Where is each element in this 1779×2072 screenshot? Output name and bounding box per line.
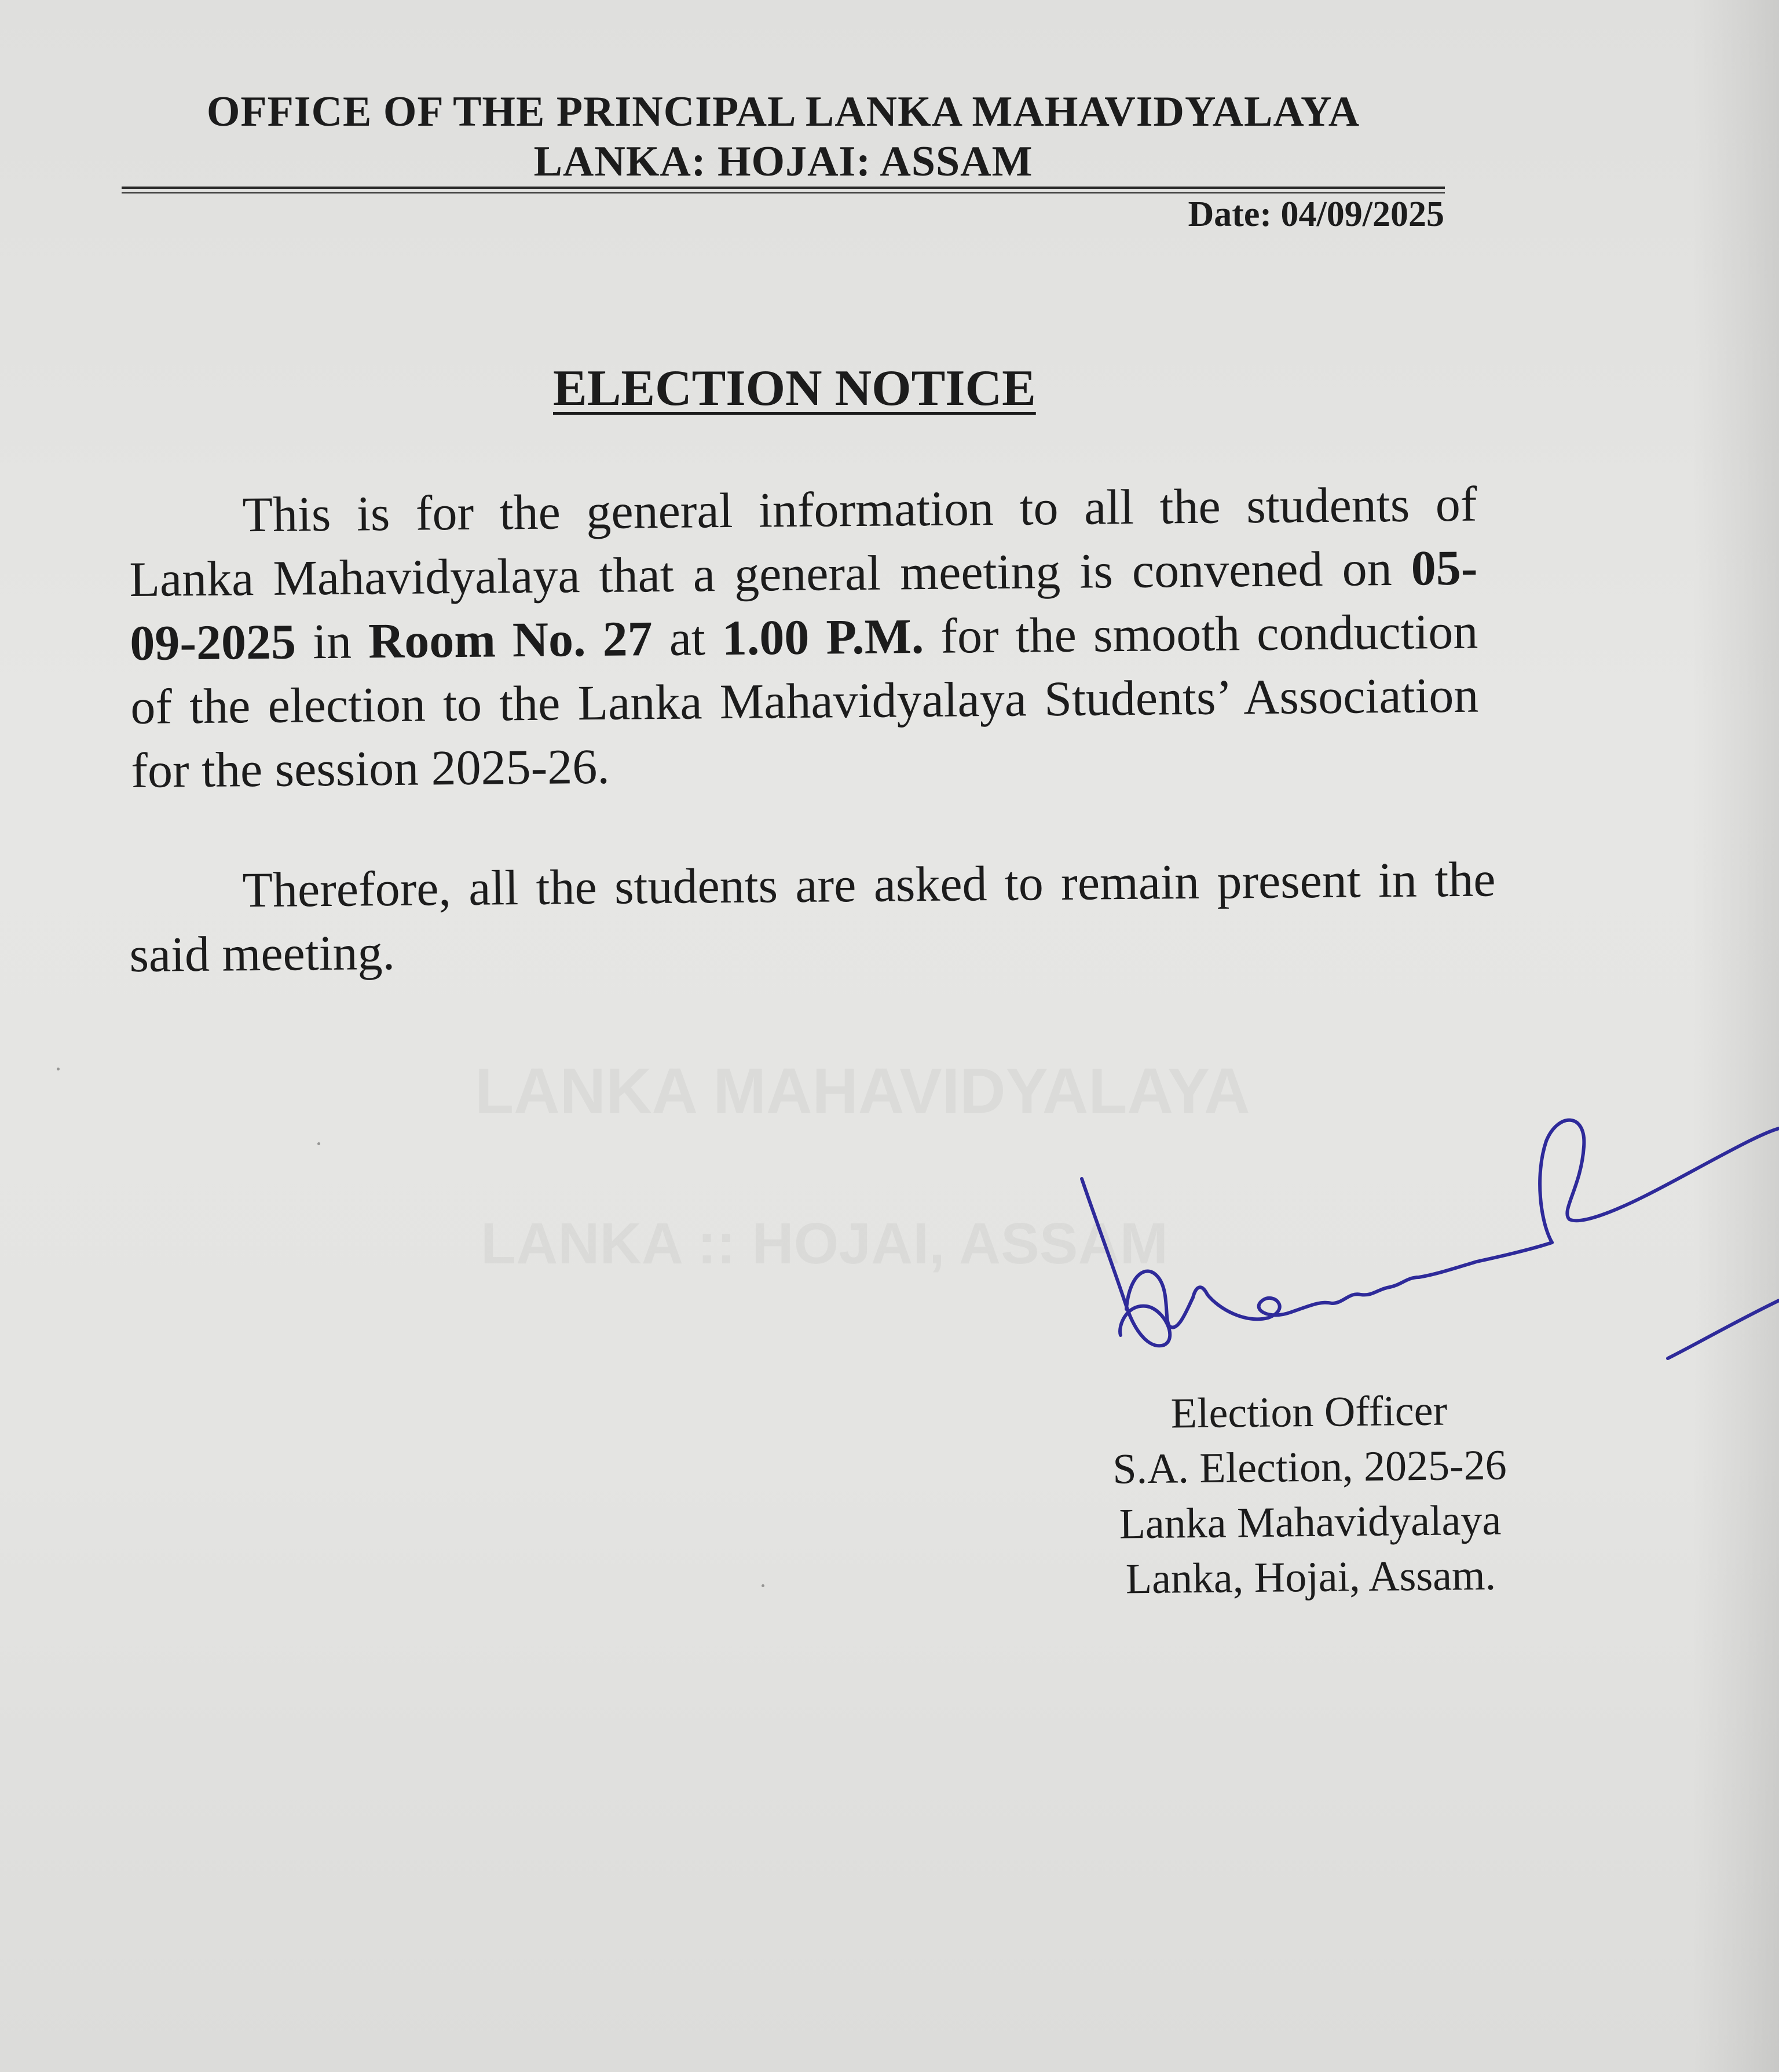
signatory-election: S.A. Election, 2025-26 xyxy=(1112,1441,1507,1493)
letterhead-address: LANKA: HOJAI: ASSAM xyxy=(533,138,1033,185)
paper-speck xyxy=(762,1584,764,1587)
paper-speck xyxy=(57,1068,60,1070)
letterhead-office: OFFICE OF THE PRINCIPAL LANKA MAHAVIDYALAYA xyxy=(206,88,1360,136)
paragraph-1-text-a: This is for the general information to all the students of Lanka Mahavidyalaya that a general meeting is convened on xyxy=(129,476,1477,607)
notice-title: ELECTION NOTICE xyxy=(553,360,1036,416)
paragraph-1-text-c: at xyxy=(652,610,723,667)
meeting-room: Room No. 27 xyxy=(368,611,653,669)
page-shadow xyxy=(1692,0,1779,2072)
meeting-date: 05-09-2025 xyxy=(129,539,1478,671)
letterhead xyxy=(122,87,1445,187)
paragraph-1-text-b: in xyxy=(295,613,369,670)
handwritten-signature xyxy=(1071,1077,1779,1402)
notice-paragraph-2: Therefore, all the students are asked to remain present in the said meeting. xyxy=(129,851,1496,982)
signatory-block xyxy=(1089,1383,1531,1607)
watermark-line-2 xyxy=(481,1211,1168,1277)
notice-paragraph-1 xyxy=(129,472,1480,802)
notice-date: Date: 04/09/2025 xyxy=(1188,195,1444,234)
signatory-institution: Lanka Mahavidyalaya xyxy=(1119,1496,1502,1548)
paper-speck xyxy=(317,1142,320,1145)
paragraph-1-text-d: for the smooth conduction of the election to the Lanka Mahavidyalaya Students’ Association for the session 2025-26. xyxy=(130,603,1479,798)
letterhead-divider xyxy=(122,187,1445,193)
signatory-title: Election Officer xyxy=(1170,1387,1448,1438)
meeting-time: 1.00 P.M. xyxy=(722,608,924,666)
signatory-location: Lanka, Hojai, Assam. xyxy=(1125,1551,1496,1603)
